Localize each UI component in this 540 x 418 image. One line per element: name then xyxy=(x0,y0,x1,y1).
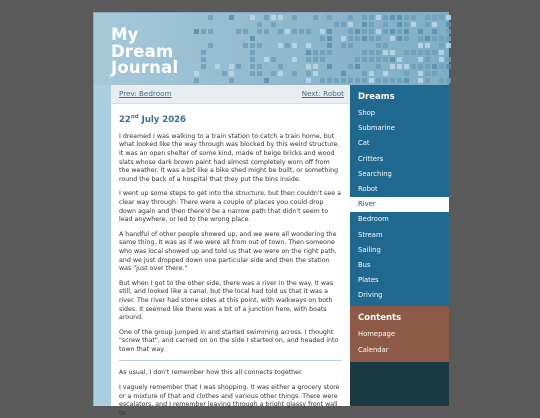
contents-heading: Contents xyxy=(358,313,402,323)
sidebar-item-searching[interactable]: Searching xyxy=(358,169,392,178)
sidebar-item-critters[interactable]: Critters xyxy=(358,154,384,163)
sidebar-item-sailing[interactable]: Sailing xyxy=(358,245,381,254)
sidebar-item-bus[interactable]: Bus xyxy=(358,260,371,269)
next-link[interactable]: Next: Robot xyxy=(301,89,344,98)
entry-paragraph: I dreamed I was walking to a train station to catch a train home, but what looked like the way through was blocked by this weird structure. It was an open shelter of some kind, made of beige bricks and wood slats whose dark brown paint had almost completely worn off from the weather. It was a bit like a bike shed might be built, or something round the back of a hospital that they put the bins inside. xyxy=(119,132,340,183)
entry-date xyxy=(119,114,342,125)
sidebar-item-river[interactable]: River xyxy=(350,197,449,212)
dreams-list xyxy=(350,106,449,303)
date-month-year: July 2026 xyxy=(138,114,186,125)
entry-paragraph: A handful of other people showed up, and we were all wondering the same thing. It was as if we were all from out of town. Then someone who was local showed up and told us that we were on the right path, and we just dropped down one particular side and then the station was "just over there." xyxy=(119,230,337,273)
sidebar-item-stream[interactable]: Stream xyxy=(358,230,383,239)
section-strip xyxy=(94,85,111,406)
contents-item-homepage[interactable]: Homepage xyxy=(358,330,396,338)
sidebar-footer xyxy=(350,362,449,406)
entry-body-part2 xyxy=(119,369,342,418)
site-title[interactable]: My Dream Journal xyxy=(111,25,179,77)
sidebar xyxy=(350,85,449,406)
dream-entry xyxy=(111,104,350,418)
sidebar-item-bedroom[interactable]: Bedroom xyxy=(358,215,389,224)
entry-paragraph: One of the group jumped in and started swimming across. I thought "screw that", and carried on on the side I started on, and headed into town that way. xyxy=(119,328,339,353)
journal-page xyxy=(93,12,449,417)
entry-paragraph: I vaguely remember that I was shopping. It was either a grocery store or a mixture of that and clothes and various other things. There were escalators, and I remember leaving through a bright glassy front wall to xyxy=(119,384,340,417)
sidebar-item-robot[interactable]: Robot xyxy=(358,184,378,193)
dreams-heading: Dreams xyxy=(358,92,395,102)
contents-list xyxy=(350,327,449,358)
entry-paragraph: But when I got to the other side, there was a river in the way. It was still, and looked like a canal, but the local had told us that it was a river. The river had stone sides at this point, with walkways on both sides. It seemed like there was a bit of a junction here, with boats around. xyxy=(119,279,334,322)
entry-body-part1 xyxy=(119,133,342,355)
sidebar-item-driving[interactable]: Driving xyxy=(358,291,383,300)
site-header xyxy=(94,13,449,85)
entry-separator xyxy=(119,360,342,361)
sidebar-item-submarine[interactable]: Submarine xyxy=(358,124,395,133)
sidebar-item-plates[interactable]: Plates xyxy=(358,276,379,285)
entry-paragraph: As usual, I don't remember how this all connects together. xyxy=(119,369,304,377)
contents-box xyxy=(350,306,449,362)
entry-paragraph: I went up some steps to get into the structure, but then couldn't see a clear way through. There were a couple of places you could drop down again and then there'd be a narrow path that didn't seem to lead anywhere, or led to the wrong place. xyxy=(119,190,341,224)
date-suffix: nd xyxy=(130,114,139,120)
date-day: 22 xyxy=(119,114,131,125)
sidebar-item-cat[interactable]: Cat xyxy=(358,139,370,148)
sidebar-item-shop[interactable]: Shop xyxy=(358,109,376,117)
main-content xyxy=(111,85,350,417)
contents-item-calendar[interactable]: Calendar xyxy=(358,345,389,354)
prev-link[interactable]: Prev: Bedroom xyxy=(119,89,172,98)
page-navigation xyxy=(111,85,350,104)
